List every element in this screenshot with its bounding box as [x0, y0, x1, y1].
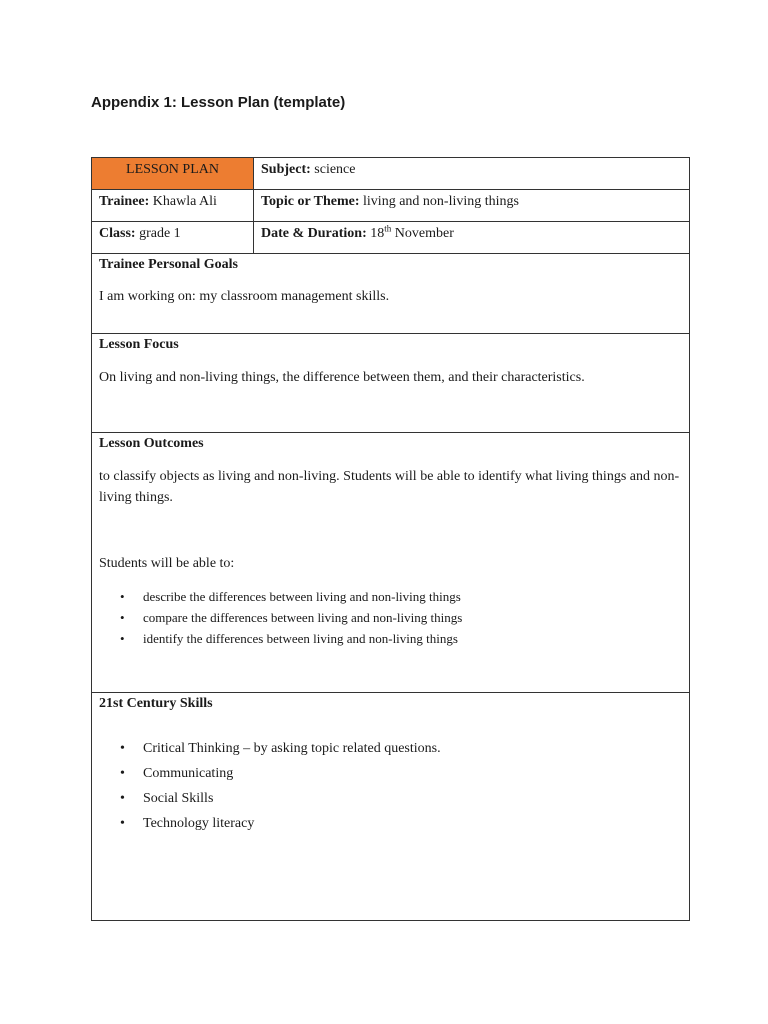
- focus-title: Lesson Focus: [99, 337, 179, 352]
- trainee-cell: [92, 190, 254, 222]
- list-item: [99, 586, 682, 607]
- class-cell: [92, 222, 254, 254]
- date-number: 18: [370, 226, 385, 241]
- list-item-text: Critical Thinking – by asking topic related questions.: [143, 741, 441, 756]
- bullet-icon: •: [120, 816, 125, 831]
- list-item-text: identify the differences between living and non-living things: [143, 631, 458, 646]
- list-item: [99, 607, 682, 628]
- goals-text: I am working on: my classroom management skills.: [99, 289, 390, 304]
- header-row-trainee: [92, 190, 690, 222]
- list-item-text: describe the differences between living and non-living things: [143, 589, 461, 604]
- outcomes-lead: Students will be able to:: [99, 556, 235, 571]
- topic-value: living and non-living things: [363, 194, 519, 209]
- list-item-text: compare the differences between living and non-living things: [143, 610, 463, 625]
- skills-row: [92, 693, 690, 921]
- bullet-icon: •: [120, 589, 125, 604]
- document-title: Appendix 1: Lesson Plan (template): [91, 94, 346, 111]
- date-label: Date & Duration:: [261, 226, 367, 241]
- goals-section: [92, 254, 690, 334]
- skills-list: [99, 736, 682, 836]
- trainee-value: Khawla Ali: [152, 194, 217, 209]
- bullet-icon: •: [120, 741, 125, 756]
- bullet-icon: •: [120, 610, 125, 625]
- list-item: [99, 811, 682, 836]
- list-item-text: Social Skills: [143, 791, 214, 806]
- lesson-plan-header-cell: [92, 158, 254, 190]
- list-item-text: Technology literacy: [143, 816, 255, 831]
- date-month: November: [394, 226, 454, 241]
- trainee-label: Trainee:: [99, 194, 150, 209]
- outcomes-section: [92, 433, 690, 693]
- date-cell: [254, 222, 690, 254]
- list-item: [99, 628, 682, 649]
- topic-label: Topic or Theme:: [261, 194, 360, 209]
- focus-section: [92, 334, 690, 433]
- subject-label: Subject:: [261, 162, 311, 177]
- list-item-text: Communicating: [143, 766, 234, 781]
- goals-title: Trainee Personal Goals: [99, 257, 238, 272]
- goals-row: [92, 254, 690, 334]
- lesson-plan-label: LESSON PLAN: [126, 162, 219, 177]
- outcomes-text: to classify objects as living and non-living. Students will be able to identify what living things and non-living things.: [99, 469, 680, 505]
- focus-text: On living and non-living things, the difference between them, and their characteristics.: [99, 370, 585, 385]
- outcomes-title: Lesson Outcomes: [99, 436, 204, 451]
- outcomes-row: [92, 433, 690, 693]
- topic-cell: [254, 190, 690, 222]
- bullet-icon: •: [120, 766, 125, 781]
- outcomes-list: [99, 586, 682, 649]
- list-item: [99, 736, 682, 761]
- date-suffix: th: [384, 223, 392, 234]
- bullet-icon: •: [120, 791, 125, 806]
- subject-cell: [254, 158, 690, 190]
- header-row-subject: [92, 158, 690, 190]
- skills-title: 21st Century Skills: [99, 696, 213, 711]
- class-value: grade 1: [139, 226, 181, 241]
- lesson-plan-table: [91, 157, 690, 921]
- bullet-icon: •: [120, 631, 125, 646]
- list-item: [99, 786, 682, 811]
- focus-row: [92, 334, 690, 433]
- header-row-class: [92, 222, 690, 254]
- subject-value: science: [314, 162, 356, 177]
- list-item: [99, 761, 682, 786]
- class-label: Class:: [99, 226, 136, 241]
- skills-section: [92, 693, 690, 921]
